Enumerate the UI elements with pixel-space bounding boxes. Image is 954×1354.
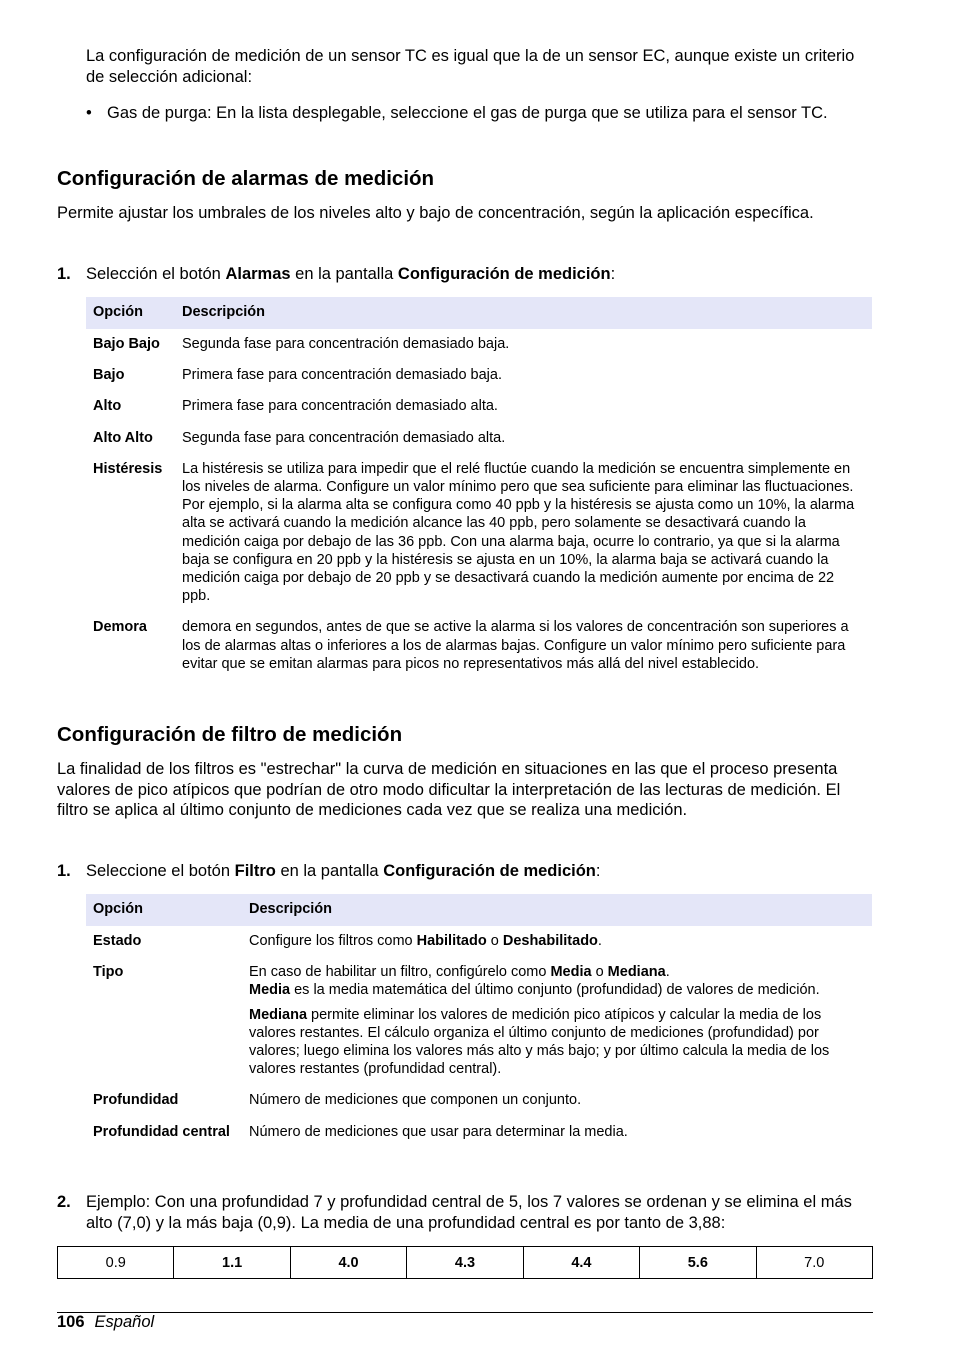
step-number: 2. <box>57 1193 71 1211</box>
step-text: Selección el botón Alarmas en la pantalla Configuración de medición: <box>86 265 616 283</box>
option-name: Profundidad central <box>93 1123 230 1140</box>
footer-language: Español <box>94 1313 155 1331</box>
table-row <box>86 391 872 422</box>
option-name: Profundidad <box>93 1092 179 1109</box>
value-cell: 5.6 <box>640 1247 756 1279</box>
table-row <box>86 1117 872 1148</box>
example-values-table <box>57 1246 873 1279</box>
step-number: 1. <box>57 862 71 880</box>
column-header-option: Opción <box>86 297 175 329</box>
option-description: Número de mediciones que usar para determinar la media. <box>249 1123 628 1140</box>
section-heading-filter: Configuración de filtro de medición <box>57 723 403 746</box>
option-description: Primera fase para concentración demasiado baja. <box>182 367 502 384</box>
option-description: Segunda fase para concentración demasiado baja. <box>182 336 510 352</box>
column-header-option: Opción <box>86 894 242 926</box>
step-number: 1. <box>57 265 71 283</box>
option-name: Histéresis <box>93 460 163 477</box>
bullet-symbol: • <box>86 104 92 122</box>
table-row <box>86 612 872 680</box>
page-number: 106 <box>57 1313 85 1331</box>
option-name: Tipo <box>93 964 124 981</box>
option-description: demora en segundos, antes de que se active la alarma si los valores de concentración son superiores a los de alarmas altas o inferiores a los de alarmas bajas. Configure un valor mínimo pero suficiente para evitar que se emitan alarmas para picos no representativos más allá del nivel establecido. <box>182 619 849 672</box>
filter-description: La finalidad de los filtros es "estrechar" la curva de medición en situaciones en las que el proceso presenta valores de pico atípicos que podrían de otro modo dificultar la interpretación de las lecturas de medición. El filtro se aplica al último conjunto de mediciones cada vez que se realiza una medición. <box>57 760 841 819</box>
value-cell: 4.0 <box>290 1247 406 1279</box>
option-name: Alto <box>93 398 122 415</box>
value-cell: 4.4 <box>523 1247 639 1279</box>
column-header-description: Descripción <box>175 297 872 329</box>
table-row <box>86 360 872 391</box>
bullet-text: Gas de purga: En la lista desplegable, seleccione el gas de purga que se utiliza para el sensor TC. <box>107 104 828 122</box>
step-text: Seleccione el botón Filtro en la pantalla Configuración de medición: <box>86 862 601 880</box>
section-heading-alarms: Configuración de alarmas de medición <box>57 167 435 190</box>
intro-paragraph: La configuración de medición de un sensor TC es igual que la de un sensor EC, aunque existe un criterio de selección adicional: <box>86 47 855 86</box>
alarms-description: Permite ajustar los umbrales de los niveles alto y bajo de concentración, según la aplicación específica. <box>57 204 814 222</box>
value-cell: 0.9 <box>58 1247 174 1279</box>
option-name: Bajo Bajo <box>93 336 160 352</box>
option-name: Bajo <box>93 367 125 384</box>
value-cell: 4.3 <box>407 1247 523 1279</box>
page-footer <box>57 1312 154 1332</box>
step-text: Ejemplo: Con una profundidad 7 y profundidad central de 5, los 7 valores se ordenan y se elimina el más alto (7,0) y la más baja (0,9). La media de una profundidad central es por tanto de 3,88: <box>86 1193 852 1232</box>
option-description: En caso de habilitar un filtro, configúrelo como Media o Mediana. Media es la media matemática del último conjunto (profundidad) de valores de medición. Mediana permite eliminar los valores de medición pico atípicos y calcular la media de los valores restantes. El cálculo organiza el último conjunto de mediciones (profundidad) por valores; luego elimina los valores más alto y más bajo; y por último calcula la media de los valores restantes (profundidad central). <box>249 964 830 1078</box>
table-row <box>86 957 872 1085</box>
table-row <box>86 926 872 957</box>
value-cell: 1.1 <box>174 1247 290 1279</box>
option-description: Segunda fase para concentración demasiado alta. <box>182 429 506 446</box>
table-header-row <box>86 894 872 926</box>
table-row <box>86 423 872 454</box>
table-row <box>58 1247 873 1279</box>
alarms-options-table <box>86 297 872 680</box>
option-name: Estado <box>93 933 142 949</box>
option-description: Configure los filtros como Habilitado o Deshabilitado. <box>249 933 602 949</box>
option-name: Demora <box>93 619 147 636</box>
column-header-description: Descripción <box>242 894 872 926</box>
table-row <box>86 454 872 613</box>
option-description: Primera fase para concentración demasiado alta. <box>182 398 498 415</box>
footer-divider <box>57 1312 873 1313</box>
option-description: La histéresis se utiliza para impedir que el relé fluctúe cuando la medición se encuentra simplemente en los niveles de alarma. Configure un valor mínimo pero que sea suficiente para eliminar las fluctuaciones. Por ejemplo, si la alarma alta se configura como 40 ppb y la histéresis se ajusta como un 10%, la alarma alta se activará cuando la medición alcance las 40 ppb, pero solamente se desactivará cuando la medición caiga por debajo de las 36 ppb. Con una alarma baja, ocurre lo contrario, ya que si la alarma baja se configura en 20 ppb y la histéresis se ajusta en un 10%, la alarma baja se activará cuando la medición caiga por debajo de 20 ppb y se desactivará cuando la medición aumente por encima de 22 ppb. <box>182 460 855 605</box>
table-row <box>86 329 872 360</box>
value-cell: 7.0 <box>756 1247 872 1279</box>
option-name: Alto Alto <box>93 429 153 446</box>
table-header-row <box>86 297 872 329</box>
table-row <box>86 1085 872 1116</box>
filter-options-table <box>86 894 872 1148</box>
option-description: Número de mediciones que componen un conjunto. <box>249 1092 582 1109</box>
